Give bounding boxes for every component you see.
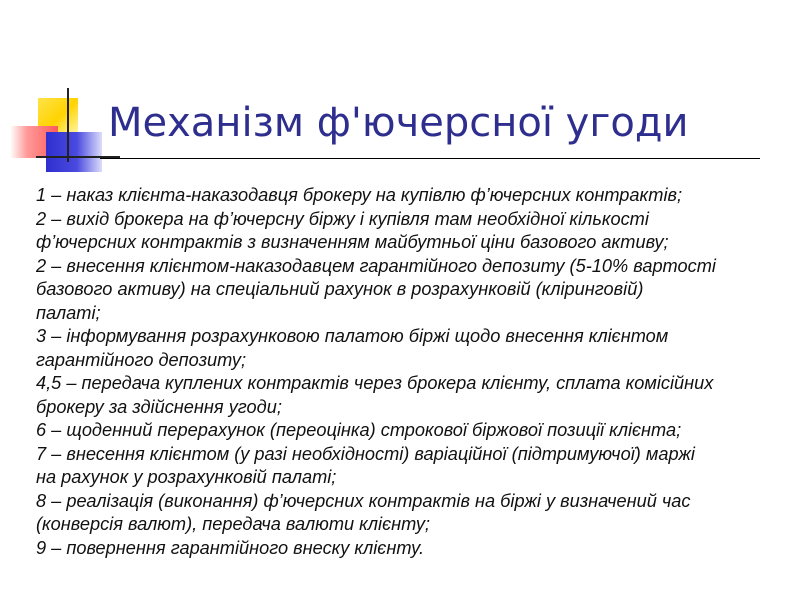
body-line: палаті; xyxy=(36,302,101,323)
body-line: 9 – повернення гарантійного внеску клієнту. xyxy=(36,537,425,558)
body-line: брокеру за здійснення угоди; xyxy=(36,396,282,417)
body-line: на рахунок у розрахунковій палаті; xyxy=(36,467,337,487)
body-line: 3 – інформування розрахунковою палатою біржі щодо внесення клієнтом xyxy=(36,326,669,346)
body-line: (конверсія валют), передача валюти клієнту; xyxy=(36,514,430,534)
vertical-line xyxy=(67,88,69,162)
slide-title: Механізм ф'ючерсної угоди xyxy=(108,100,689,146)
body-line: 8 – реалізація (виконання) ф’ючерсних контрактів на біржі у визначений час xyxy=(36,490,691,511)
body-line: базового активу) на спеціальний рахунок в розрахунковій (кліринговій) xyxy=(36,279,644,299)
slide-body xyxy=(36,184,776,560)
body-line: 4,5 – передача куплених контрактів через брокера клієнту, сплата комісійних xyxy=(36,373,714,393)
title-underline xyxy=(100,158,760,159)
body-line: 1 – наказ клієнта-наказодавця брокеру на купівлю ф’ючерсних контрактів; xyxy=(36,185,683,205)
body-line: гарантійного депозиту; xyxy=(36,349,247,370)
body-line: 7 – внесення клієнтом (у разі необхідності) варіаційної (підтримуючої) маржі xyxy=(36,443,695,464)
decorative-squares-logo xyxy=(0,0,120,180)
body-line: 6 – щоденний перерахунок (переоцінка) строкової біржової позиції клієнта; xyxy=(36,420,682,440)
body-line: 2 – вихід брокера на ф’ючерсну біржу і купівля там необхідної кількості xyxy=(36,208,649,229)
body-line: ф’ючерсних контрактів з визначенням майбутньої ціни базового активу; xyxy=(36,232,669,252)
blue-square xyxy=(46,132,102,172)
body-line: 2 – внесення клієнтом-наказодавцем гарантійного депозиту (5-10% вартості xyxy=(36,255,716,276)
